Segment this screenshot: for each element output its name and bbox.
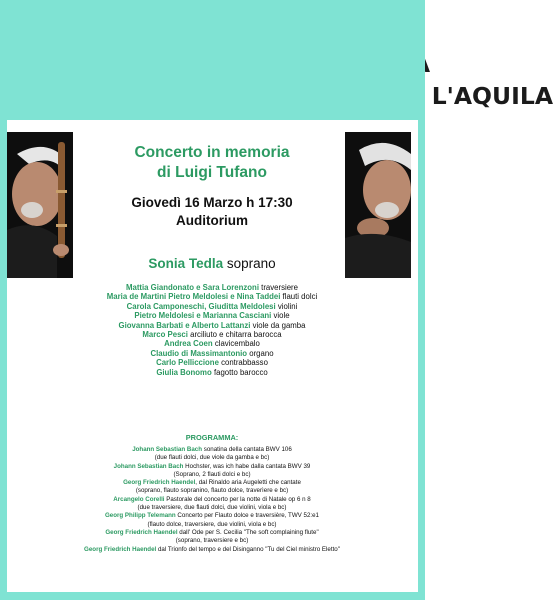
performer-instrument: viole da gamba: [252, 320, 306, 330]
program-composer: Arcangelo Corelli: [113, 495, 165, 503]
program-text: dall' Ode per S. Cecilia "The soft complaining flute": [177, 528, 319, 536]
header-line-1: CONSERVATORIO: [158, 14, 427, 46]
performer-instrument: arciliuto e chitarra barocca: [190, 330, 282, 340]
program-line: [70, 537, 354, 545]
program-heading: PROGRAMMA:: [185, 433, 239, 442]
performer-names: Giulia Bonomo: [156, 367, 212, 377]
program-text: (Soprano, 2 flauti dolci e bc): [173, 470, 251, 478]
performer-row: [70, 358, 354, 367]
performer-row: [70, 311, 354, 320]
program-list: [70, 446, 354, 554]
program-composer: Georg Friedrich Haendel: [123, 479, 196, 487]
program-text: (due flauti dolci, due viole da gamba e bc): [154, 454, 270, 462]
performer-row: [70, 321, 354, 330]
program-text: (soprano, traversiere e bc): [175, 537, 249, 545]
program-line: [70, 521, 354, 529]
program-line: [70, 471, 354, 479]
performer-row: [70, 283, 354, 292]
performer-names: Carlo Pelliccione: [156, 358, 219, 368]
program-line: [70, 479, 354, 487]
portrait-photo-right: [345, 132, 411, 278]
performer-row: [70, 339, 354, 348]
program-line: [70, 529, 354, 537]
performer-instrument: clavicembalo: [214, 339, 260, 349]
program-composer: Johann Sebastian Bach: [113, 462, 184, 470]
program-text: (due traversiere, due flauti dolci, due violini, viola e bc): [137, 504, 287, 512]
title-line-1: Concerto in memoria: [134, 144, 290, 161]
performer-row: [70, 292, 354, 301]
band: [7, 118, 418, 132]
soloist-line: [70, 256, 354, 271]
performer-instrument: organo: [249, 348, 274, 358]
program-text: (flauto dolce, traversiere, due violini, viola e bc): [147, 520, 277, 528]
program-line: [70, 512, 354, 520]
program-text: sonatina della cantata BWV 106: [202, 446, 292, 453]
concert-date: [70, 194, 354, 230]
performer-names: Andrea Coen: [164, 339, 213, 349]
venue-line: Auditorium: [176, 213, 248, 228]
performer-names: Maria de Martini Pietro Meldolesi e Nina Taddei: [106, 292, 281, 302]
portrait-photo-left: [7, 132, 73, 278]
header-line-2: STATALE di MUSICA: [158, 49, 431, 78]
program-line: [70, 504, 354, 512]
rosette-logo-icon: [16, 12, 118, 114]
performer-row: [70, 330, 354, 339]
program-line: [70, 546, 354, 554]
program-composer: Georg Friedrich Haendel: [84, 545, 157, 553]
soloist-name: Sonia Tedla: [148, 256, 224, 271]
program-text: , dal Rinaldo aria Augeletti che cantate: [195, 479, 301, 487]
program-text: Hochster, was ich habe dalla cantata BWV 39: [183, 462, 311, 470]
program-composer: Johann Sebastian Bach: [132, 446, 203, 453]
performer-names: Claudio di Massimantonio: [150, 348, 248, 358]
program-text: (soprano, flauto sopranino, flauto dolce, traverìere e bc): [135, 487, 289, 495]
program-composer: Georg Friedrich Haendel: [105, 528, 178, 536]
performer-instrument: violini: [277, 301, 298, 311]
program-line: [70, 454, 354, 462]
soloist-role: soprano: [226, 256, 276, 271]
concert-title: [70, 143, 354, 183]
performer-names: Pietro Meldolesi e Marianna Casciani: [134, 311, 272, 321]
program-text: Pastorale del concerto per la notte di Natale op 6 n 8: [164, 495, 311, 503]
performer-row: [70, 368, 354, 377]
header-line-3: ALFREDO CASELLA - L'AQUILA: [158, 82, 553, 110]
performer-instrument: fagotto barocco: [213, 367, 268, 377]
program-text: dal Trionfo del tempo e del Disinganno "Tu del Ciel ministro Eletto": [156, 545, 340, 553]
performer-instrument: traversiere: [261, 283, 298, 292]
performer-names: Carola Camponeschi, Giuditta Meldolesi: [126, 301, 276, 311]
program-composer: Georg Philipp Telemann: [104, 512, 176, 520]
performers-list: [70, 283, 354, 377]
performer-names: Marco Pesci: [142, 330, 188, 340]
performer-instrument: flauti dolci: [282, 292, 318, 302]
date-line: Giovedì 16 Marzo h 17:30: [131, 195, 293, 210]
header: [8, 4, 553, 112]
program-line: [70, 487, 354, 495]
performer-instrument: viole: [273, 311, 290, 321]
title-line-2: di Luigi Tufano: [157, 164, 267, 181]
program-line: [70, 496, 354, 504]
performer-row: [70, 349, 354, 358]
performer-row: [70, 302, 354, 311]
program-line: [70, 446, 354, 454]
performer-instrument: contrabbasso: [221, 358, 268, 368]
program-text: Concerto per Flauto dolce e traversière, TWV 52:e1: [175, 512, 320, 520]
performer-names: Mattia Giandonato e Sara Lorenzoni: [125, 283, 259, 292]
program-line: [70, 463, 354, 471]
performer-names: Giovanna Barbati e Alberto Lattanzi: [118, 320, 251, 330]
